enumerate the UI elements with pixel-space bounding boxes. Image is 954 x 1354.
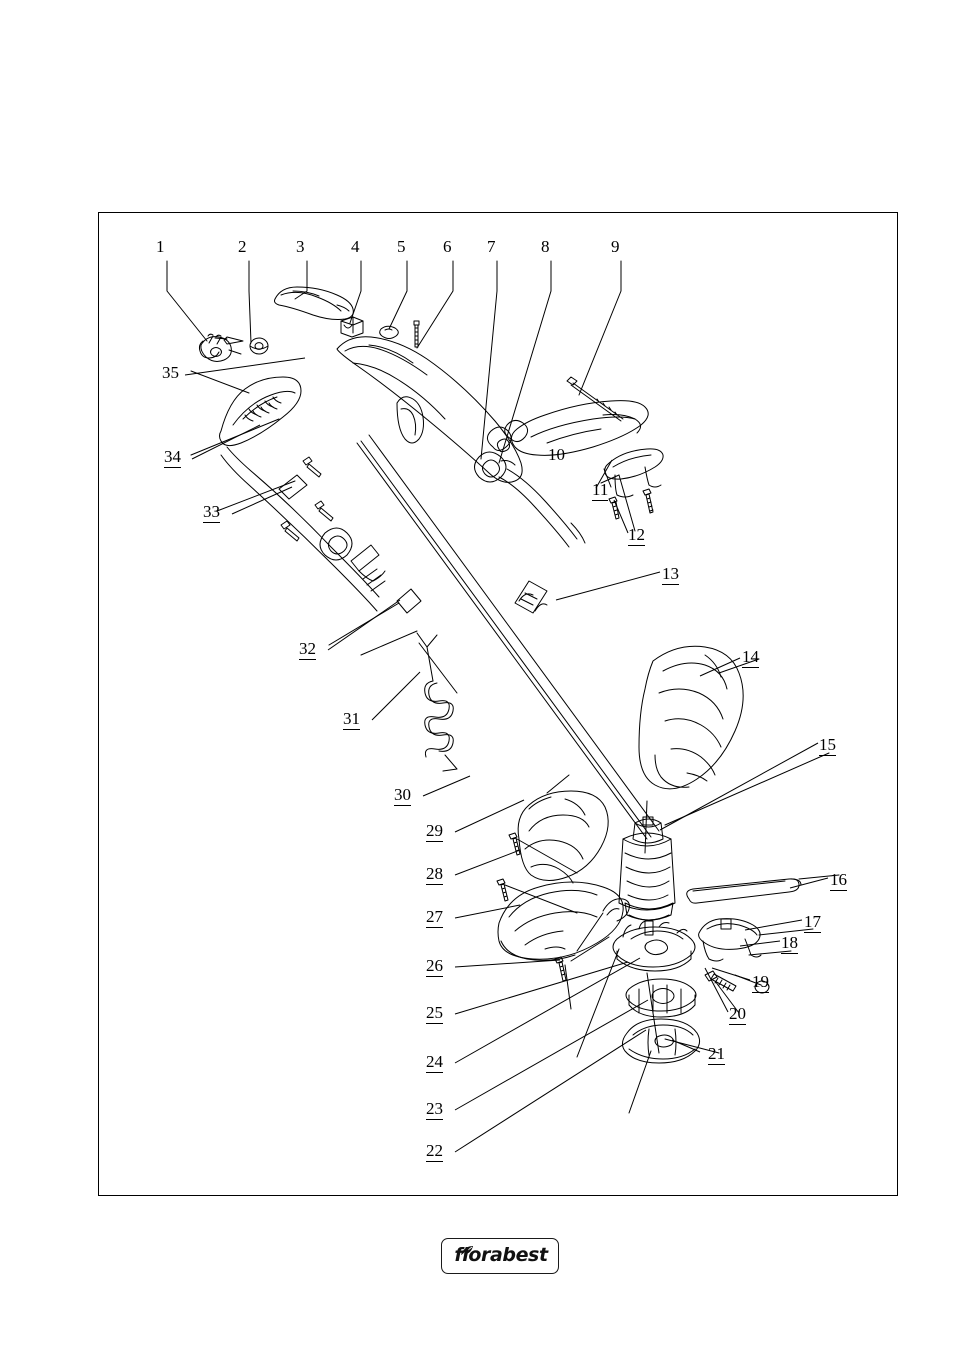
callout-17: 17	[804, 912, 821, 931]
callout-18: 18	[781, 933, 798, 952]
callout-9: 9	[611, 237, 620, 256]
callout-4: 4	[351, 237, 360, 256]
exploded-diagram-drawing	[99, 213, 899, 1197]
callout-1: 1	[156, 237, 165, 256]
brand-name: florabest	[454, 1244, 548, 1266]
callout-3: 3	[296, 237, 305, 256]
callout-12: 12	[628, 525, 645, 544]
callout-21: 21	[708, 1044, 725, 1063]
callout-34: 34	[164, 447, 181, 466]
callout-22: 22	[426, 1141, 443, 1160]
callout-7: 7	[487, 237, 496, 256]
callout-26: 26	[426, 956, 443, 975]
callout-14: 14	[742, 647, 759, 666]
callout-2: 2	[238, 237, 247, 256]
callout-33: 33	[203, 502, 220, 521]
callout-27: 27	[426, 907, 443, 926]
callout-32: 32	[299, 639, 316, 658]
callout-31: 31	[343, 709, 360, 728]
exploded-diagram-frame	[98, 212, 898, 1196]
callout-13: 13	[662, 564, 679, 583]
callout-29: 29	[426, 821, 443, 840]
callout-28: 28	[426, 864, 443, 883]
callout-15: 15	[819, 735, 836, 754]
callout-25: 25	[426, 1003, 443, 1022]
callout-30: 30	[394, 785, 411, 804]
callout-24: 24	[426, 1052, 443, 1071]
callout-19: 19	[752, 972, 769, 991]
callout-23: 23	[426, 1099, 443, 1118]
callout-11: 11	[592, 480, 609, 499]
callout-6: 6	[443, 237, 452, 256]
callout-10: 10	[548, 445, 565, 464]
callout-16: 16	[830, 870, 847, 889]
callout-5: 5	[397, 237, 406, 256]
callout-35: 35	[162, 363, 179, 382]
callout-20: 20	[729, 1004, 746, 1023]
callout-8: 8	[541, 237, 550, 256]
brand-logo	[441, 1238, 559, 1274]
